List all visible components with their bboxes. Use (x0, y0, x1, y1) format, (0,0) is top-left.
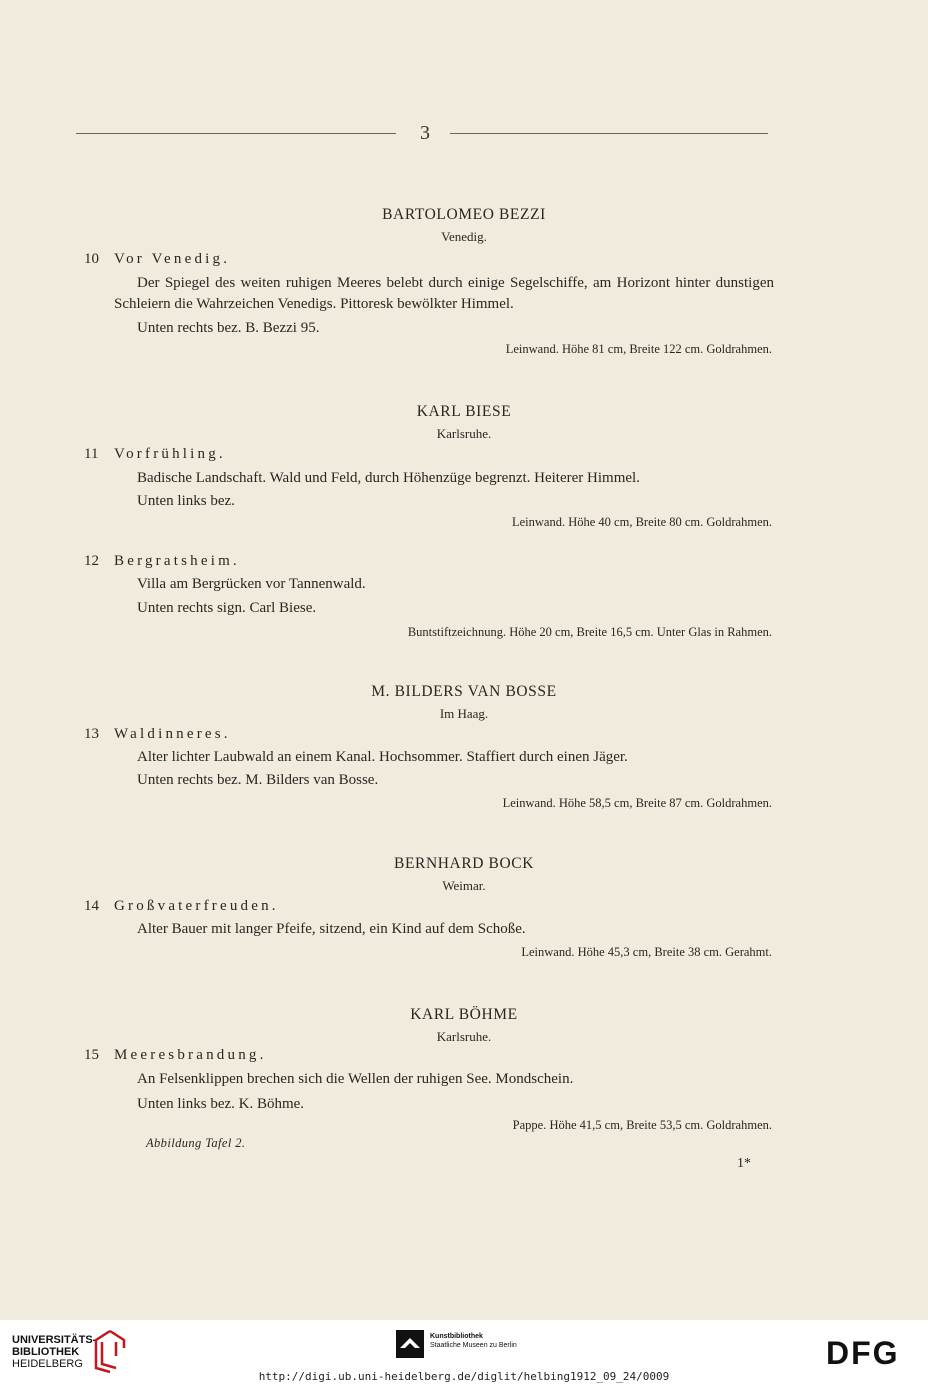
lot-specs: Buntstiftzeichnung. Höhe 20 cm, Breite 16,5 cm. Unter Glas in Rahmen. (407, 625, 772, 639)
lot-signature: Unten rechts sign. Carl Biese. (137, 600, 317, 616)
lot-signature: Unten rechts bez. B. Bezzi 95. (137, 320, 320, 336)
lot-title: Großvaterfreuden. (114, 898, 279, 914)
artist-city: Weimar. (442, 878, 486, 893)
kb-line-2: Staatliche Museen zu Berlin (430, 1342, 517, 1349)
artist-name: KARL BIESE (416, 403, 512, 420)
lot-specs: Leinwand. Höhe 58,5 cm, Breite 87 cm. Goldrahmen. (502, 796, 772, 810)
artist-name: M. BILDERS VAN BOSSE (371, 683, 557, 700)
lot-specs: Leinwand. Höhe 45,3 cm, Breite 38 cm. Gerahmt. (521, 945, 772, 959)
lot-number: 10 (84, 251, 99, 267)
lot-signature: Unten rechts bez. M. Bilders van Bosse. (137, 772, 379, 788)
lot-description: Badische Landschaft. Wald und Feld, durch Höhenzüge begrenzt. Heiterer Himmel. (137, 470, 640, 486)
lot-description: Alter Bauer mit langer Pfeife, sitzend, ein Kind auf dem Schoße. (137, 921, 526, 937)
artist-name: KARL BÖHME (410, 1006, 518, 1023)
lot-description: Der Spiegel des weiten ruhigen Meeres belebt durch einige Segelschiffe, am Horizont hinter dunstigen Schleiern die Wahrzeichen Venedigs. Pittoresk bewölkter Himmel. (114, 275, 774, 312)
lot-specs: Pappe. Höhe 41,5 cm, Breite 53,5 cm. Goldrahmen. (512, 1118, 772, 1132)
ub-line-3: HEIDELBERG (12, 1358, 83, 1370)
lot-description: Villa am Bergrücken vor Tannenwald. (137, 576, 366, 592)
lot-title: Meeresbrandung. (114, 1047, 267, 1063)
lot-title: Vorfrühling. (114, 446, 226, 462)
ub-heidelberg-wordmark[interactable] (12, 1334, 96, 1370)
ub-line-2: BIBLIOTHEK (12, 1346, 80, 1358)
artist-city: Karlsruhe. (436, 426, 492, 441)
artist-name: BARTOLOMEO BEZZI (382, 206, 546, 223)
header-rule-right (450, 133, 768, 134)
lot-title: Waldinneres. (114, 726, 231, 742)
lot-specs: Leinwand. Höhe 40 cm, Breite 80 cm. Goldrahmen. (512, 515, 772, 529)
kb-line-1: Kunstbibliothek (430, 1333, 483, 1340)
lot-number: 14 (84, 898, 99, 914)
artist-city: Karlsruhe. (436, 1029, 492, 1044)
header-rule-left (76, 133, 396, 134)
artist-city: Im Haag. (439, 706, 489, 721)
lot-number: 15 (84, 1047, 99, 1063)
lot-number: 11 (84, 446, 99, 462)
lot-title: Bergratsheim. (114, 553, 240, 569)
artist-city: Venedig. (441, 229, 487, 244)
sheet-signature: 1* (737, 1156, 751, 1171)
lot-signature: Unten links bez. K. Böhme. (137, 1096, 305, 1112)
ub-line-1: UNIVERSITÄTS- (12, 1334, 97, 1346)
plate-reference: Abbildung Tafel 2. (146, 1136, 246, 1150)
lot-number: 13 (84, 726, 99, 742)
lot-number: 12 (84, 553, 99, 569)
lot-description: An Felsenklippen brechen sich die Wellen der ruhigen See. Mondschein. (137, 1071, 574, 1087)
ub-heidelberg-logo-icon (90, 1328, 128, 1374)
lot-signature: Unten links bez. (137, 493, 235, 509)
lot-specs: Leinwand. Höhe 81 cm, Breite 122 cm. Goldrahmen. (505, 342, 772, 356)
dfg-logo[interactable] (826, 1336, 916, 1368)
permalink-url[interactable]: http://digi.ub.uni-heidelberg.de/diglit/helbing1912_09_24/0009 (258, 1370, 670, 1383)
artist-name: BERNHARD BOCK (394, 855, 534, 872)
dfg-logo-text: DFG (826, 1336, 900, 1368)
kunstbibliothek-logo-icon (396, 1330, 424, 1358)
page-number: 3 (420, 122, 430, 144)
kunstbibliothek-wordmark[interactable] (430, 1332, 517, 1350)
lot-title: Vor Venedig. (114, 251, 231, 267)
lot-description: Alter lichter Laubwald an einem Kanal. Hochsommer. Staffiert durch einen Jäger. (137, 749, 628, 765)
